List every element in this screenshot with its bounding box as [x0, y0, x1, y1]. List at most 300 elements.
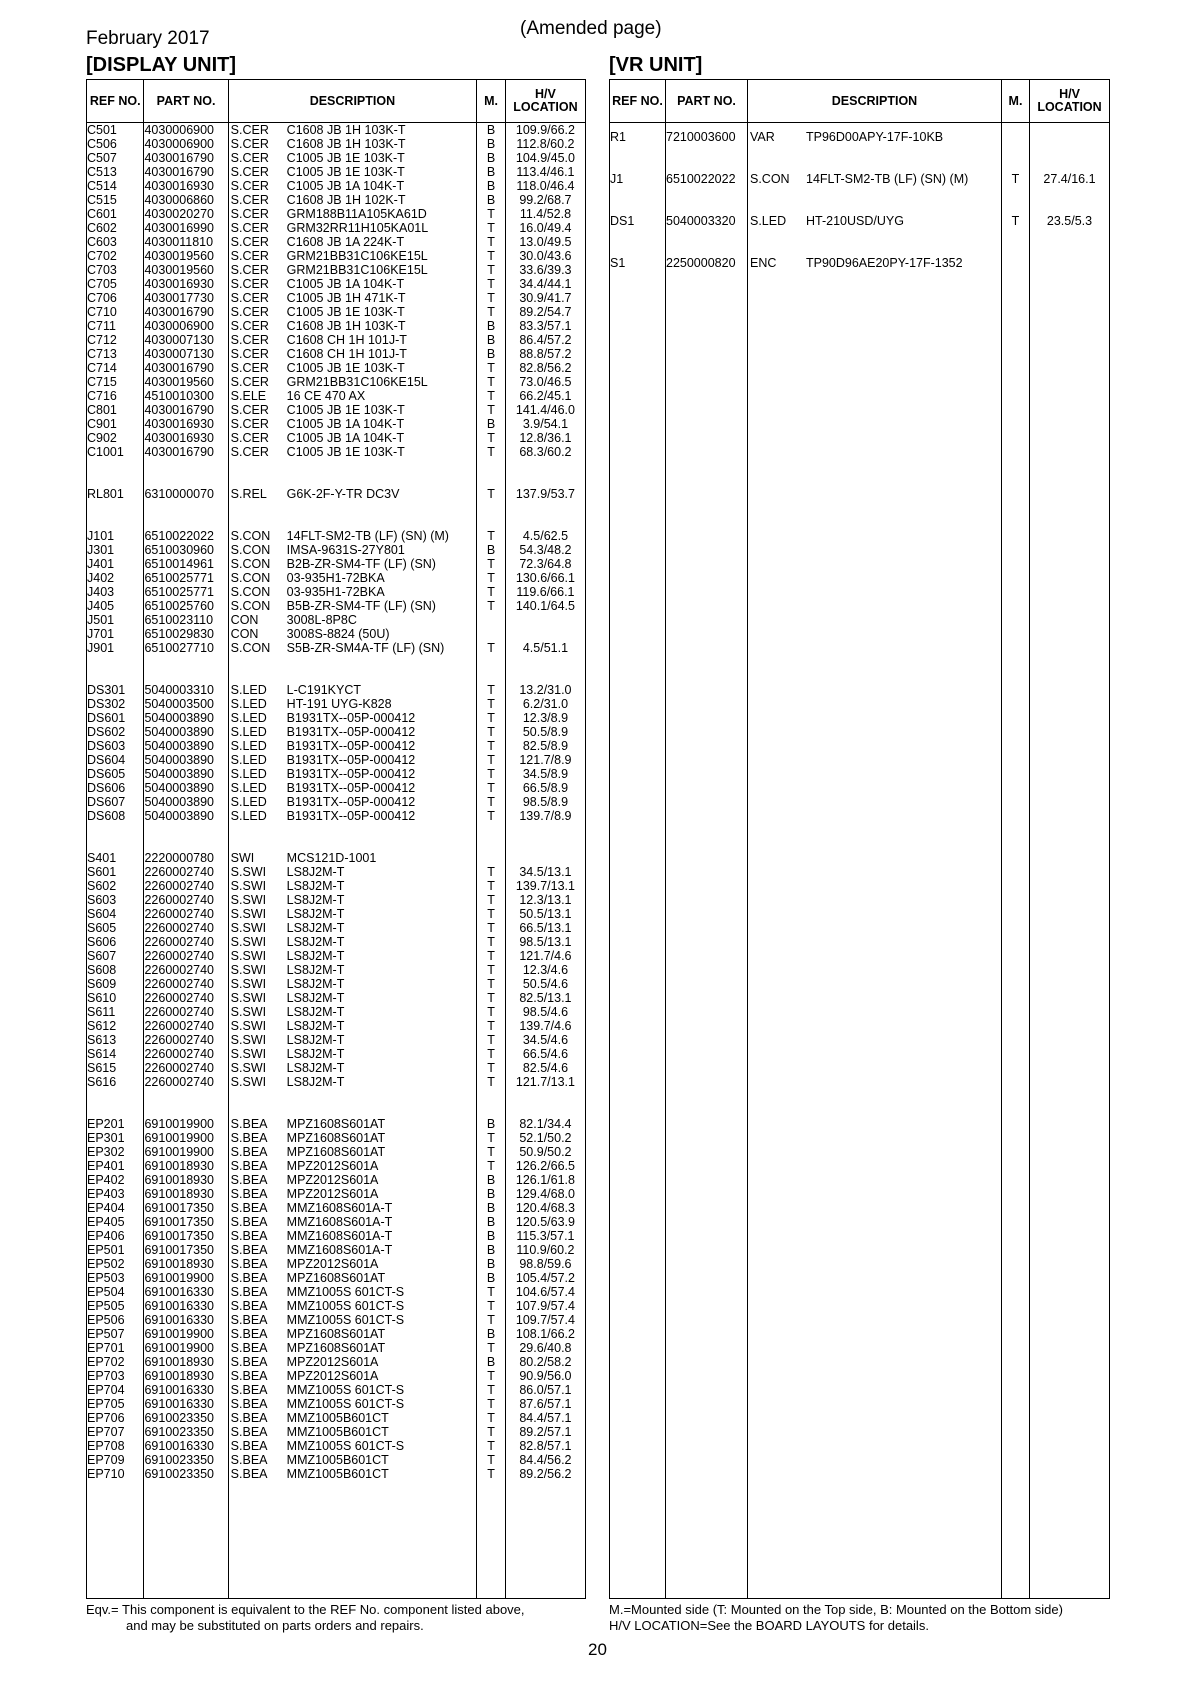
cell: C1608 JB 1H 103K-T [286, 123, 406, 137]
cell: EP701 [87, 1341, 125, 1355]
cell: C601 [87, 207, 117, 221]
cell: S.SWI [230, 1061, 267, 1075]
cell: LS8J2M-T [286, 879, 345, 893]
group-spacer [231, 501, 285, 529]
cell: 4510010300 [144, 389, 215, 403]
page-number: 20 [588, 1640, 607, 1659]
vr-col-ref [610, 123, 666, 1599]
mounted-side-note: M.=Mounted side (T: Mounted on the Top side, B: Mounted on the Bottom side) [609, 1602, 1063, 1617]
cell: S.BEA [230, 1467, 268, 1481]
cell: 4030017730 [144, 291, 215, 305]
cell: 12.3/4.6 [522, 963, 569, 977]
cell: 120.5/63.9 [515, 1215, 575, 1229]
cell: 4030016790 [144, 165, 215, 179]
cell: C1005 JB 1E 103K-T [286, 445, 405, 459]
cell: B1931TX--05P-000412 [286, 711, 416, 725]
cell: C901 [87, 417, 117, 431]
cell: 6510025771 [144, 585, 215, 599]
cell: 4030019560 [144, 263, 215, 277]
cell [1030, 123, 1109, 165]
cell: 29.6/40.8 [519, 1341, 572, 1355]
cell: 66.2/45.1 [519, 389, 572, 403]
cell: 6910017350 [144, 1243, 215, 1257]
cell: S.LED [230, 767, 267, 781]
cell: T [487, 1369, 495, 1383]
cell: 4030007130 [144, 333, 215, 347]
cell: 2260002740 [144, 963, 215, 977]
cell: S.SWI [230, 1033, 267, 1047]
cell: DS605 [87, 767, 126, 781]
cell: S.BEA [230, 1131, 268, 1145]
cell: LS8J2M-T [286, 963, 345, 977]
cell: EP710 [87, 1467, 125, 1481]
cell: 72.3/64.8 [519, 557, 572, 571]
cell: T [487, 781, 495, 795]
cell: 6510027710 [144, 641, 215, 655]
cell: LS8J2M-T [286, 1047, 345, 1061]
cell: S615 [87, 1061, 117, 1075]
cell: S.SWI [230, 935, 267, 949]
cell: EP706 [87, 1411, 125, 1425]
cell: T [487, 767, 495, 781]
cell: 6910016330 [144, 1383, 215, 1397]
cell: J301 [87, 543, 115, 557]
cell: B [486, 333, 496, 347]
cell: T [487, 585, 495, 599]
cell: 5040003890 [144, 795, 215, 809]
cell: S.CER [230, 137, 269, 151]
cell: B [486, 151, 496, 165]
cell: S.LED [230, 795, 267, 809]
cell: S.CER [230, 193, 269, 207]
cell: 34.4/44.1 [519, 277, 572, 291]
cell: 104.6/57.4 [515, 1285, 575, 1299]
cell: S.CER [230, 305, 269, 319]
group-spacer [144, 501, 227, 529]
cell: EP704 [87, 1383, 125, 1397]
cell: ENC [750, 256, 777, 270]
cell: 6510022022 [144, 529, 215, 543]
cell: 4030016790 [144, 445, 215, 459]
cell: 83.3/57.1 [519, 319, 572, 333]
cell: B [486, 137, 496, 151]
cell: T [487, 1439, 495, 1453]
cell: 6910016330 [144, 1285, 215, 1299]
cell: T [487, 711, 495, 725]
cell: 126.1/61.8 [515, 1173, 575, 1187]
cell: EP502 [87, 1257, 125, 1271]
cell: S.CER [230, 403, 269, 417]
cell: B [486, 1229, 496, 1243]
cell: 130.6/66.1 [515, 571, 575, 585]
cell: T [487, 1159, 495, 1173]
cell: S.CON [230, 641, 271, 655]
cell: S.LED [230, 697, 267, 711]
cell: 109.7/57.4 [515, 1313, 575, 1327]
cell: 82.5/4.6 [522, 1061, 569, 1075]
cell: T [487, 277, 495, 291]
cell: C1608 JB 1H 102K-T [286, 193, 406, 207]
cell: 98.5/13.1 [519, 935, 572, 949]
cell: C1608 JB 1H 103K-T [286, 319, 406, 333]
display-unit-table [86, 79, 586, 1599]
cell: DS608 [87, 809, 126, 823]
cell: T [487, 249, 495, 263]
col-part-header: PART NO. [144, 80, 228, 123]
cell: 68.3/60.2 [519, 445, 572, 459]
cell: MMZ1608S601A-T [286, 1201, 393, 1215]
cell: S.BEA [230, 1173, 268, 1187]
cell: 82.8/56.2 [519, 361, 572, 375]
cell: C714 [87, 361, 117, 375]
cell [1030, 249, 1109, 291]
vr-col-desc-header: DESCRIPTION [748, 80, 1002, 123]
cell: S.BEA [230, 1453, 268, 1467]
group-spacer [477, 1089, 505, 1117]
cell: S.BEA [230, 1201, 268, 1215]
cell: S.BEA [230, 1425, 268, 1439]
cell [506, 627, 585, 641]
cell: 82.5/8.9 [522, 739, 569, 753]
cell: 4030019560 [144, 249, 215, 263]
group-spacer [506, 655, 585, 683]
cell: T [487, 1341, 495, 1355]
cell: S614 [87, 1047, 117, 1061]
cell: S608 [87, 963, 117, 977]
group-spacer [287, 459, 476, 487]
cell: C1005 JB 1A 104K-T [286, 431, 405, 445]
cell: 4030016790 [144, 403, 215, 417]
cell: MMZ1005S 601CT-S [286, 1285, 405, 1299]
cell: T [487, 1075, 495, 1089]
cell: T [487, 1453, 495, 1467]
cell: T [1011, 214, 1020, 228]
cell: B5B-ZR-SM4-TF (LF) (SN) [286, 599, 436, 613]
cell: 6.2/31.0 [522, 697, 569, 711]
cell: MMZ1005S 601CT-S [286, 1299, 405, 1313]
cell: 82.1/34.4 [519, 1117, 572, 1131]
cell: 6510014961 [144, 557, 215, 571]
cell: 5040003320 [666, 214, 736, 228]
cell: 66.5/13.1 [519, 921, 572, 935]
cell: B1931TX--05P-000412 [286, 809, 416, 823]
cell: S.BEA [230, 1397, 268, 1411]
cell: 6910017350 [144, 1201, 215, 1215]
cell: C703 [87, 263, 117, 277]
cell: S.CER [230, 151, 269, 165]
cell: EP504 [87, 1285, 125, 1299]
cell: 2260002740 [144, 977, 215, 991]
cell [477, 851, 505, 865]
cell: 50.9/50.2 [519, 1145, 572, 1159]
cell: C902 [87, 431, 117, 445]
cell: 50.5/13.1 [519, 907, 572, 921]
cell: DS301 [87, 683, 126, 697]
cell: S1 [610, 256, 626, 270]
cell: 2260002740 [144, 921, 215, 935]
cell: B [486, 1187, 496, 1201]
cell: S.BEA [230, 1215, 268, 1229]
cell: EP506 [87, 1313, 125, 1327]
cell: S.BEA [230, 1285, 268, 1299]
cell: LS8J2M-T [286, 1019, 345, 1033]
cell: C1608 JB 1A 224K-T [286, 235, 405, 249]
cell: S.BEA [230, 1145, 268, 1159]
cell: MMZ1005B601CT [286, 1425, 389, 1439]
cell: T [487, 949, 495, 963]
cell: DS1 [610, 214, 635, 228]
cell: S.LED [230, 739, 267, 753]
cell: B [486, 1117, 496, 1131]
vr-unit-title: [VR UNIT] [609, 54, 703, 76]
cell: S.LED [230, 725, 267, 739]
cell: 121.7/8.9 [519, 753, 572, 767]
cell: S.CER [230, 221, 269, 235]
cell: 5040003310 [144, 683, 215, 697]
cell: MPZ1608S601AT [286, 1271, 386, 1285]
cell: T [487, 697, 495, 711]
cell: MPZ2012S601A [286, 1369, 379, 1383]
cell: T [487, 795, 495, 809]
cell: J101 [87, 529, 115, 543]
cell: T [487, 809, 495, 823]
cell: S.SWI [230, 991, 267, 1005]
cell: 3008L-8P8C [286, 613, 357, 627]
cell: 14FLT-SM2-TB (LF) (SN) (M) [286, 529, 449, 543]
cell: MPZ1608S601AT [286, 1117, 386, 1131]
cell: T [1011, 172, 1020, 186]
cell: S.CER [230, 235, 269, 249]
cell: 140.1/64.5 [515, 599, 575, 613]
cell: B [486, 1327, 496, 1341]
cell: S.SWI [230, 963, 267, 977]
cell: S.SWI [230, 1005, 267, 1019]
cell: MPZ1608S601AT [286, 1341, 386, 1355]
cell: 14FLT-SM2-TB (LF) (SN) (M) [806, 172, 969, 186]
cell: 126.2/66.5 [515, 1159, 575, 1173]
cell: 2250000820 [666, 256, 736, 270]
cell: T [487, 529, 495, 543]
cell: S607 [87, 949, 117, 963]
cell: B [486, 1257, 496, 1271]
group-spacer [287, 1089, 476, 1117]
cell: MMZ1005S 601CT-S [286, 1383, 405, 1397]
cell: C1608 CH 1H 101J-T [286, 347, 407, 361]
cell: J405 [87, 599, 115, 613]
cell: 82.8/57.1 [519, 1439, 572, 1453]
cell: T [487, 431, 495, 445]
cell [477, 613, 505, 627]
cell: B [486, 123, 496, 137]
cell: MMZ1005S 601CT-S [286, 1397, 405, 1411]
cell: EP403 [87, 1187, 125, 1201]
cell: C711 [87, 319, 116, 333]
cell: EP507 [87, 1327, 125, 1341]
cell: EP503 [87, 1271, 125, 1285]
cell: 4.5/62.5 [522, 529, 569, 543]
cell: 6910019900 [144, 1131, 215, 1145]
cell: C713 [87, 347, 117, 361]
cell: 54.3/48.2 [519, 543, 572, 557]
eqv-note [86, 1602, 525, 1634]
cell: HT-191 UYG-K828 [286, 697, 392, 711]
cell: 121.7/13.1 [515, 1075, 575, 1089]
col-desc [228, 123, 476, 1599]
cell: T [487, 963, 495, 977]
cell: S.CER [230, 277, 269, 291]
cell: 5040003890 [144, 711, 215, 725]
cell: T [487, 739, 495, 753]
cell: S.CER [230, 291, 269, 305]
group-spacer [144, 655, 227, 683]
cell: 2260002740 [144, 1075, 215, 1089]
cell: 4030016790 [144, 151, 215, 165]
cell: 2260002740 [144, 865, 215, 879]
cell: C513 [87, 165, 117, 179]
cell: S611 [87, 1005, 116, 1019]
cell: 2260002740 [144, 949, 215, 963]
cell: T [487, 1285, 495, 1299]
cell: T [487, 725, 495, 739]
group-spacer [477, 459, 505, 487]
cell: S.BEA [230, 1383, 268, 1397]
cell: MMZ1005S 601CT-S [286, 1439, 405, 1453]
cell: S.LED [230, 683, 267, 697]
cell: 6910019900 [144, 1271, 215, 1285]
cell: T [487, 879, 495, 893]
cell: B1931TX--05P-000412 [286, 781, 416, 795]
cell: EP302 [87, 1145, 125, 1159]
cell: L-C191KYCT [286, 683, 362, 697]
cell: S.CER [230, 375, 269, 389]
group-spacer [506, 459, 585, 487]
cell: T [487, 291, 495, 305]
cell: EP406 [87, 1229, 125, 1243]
cell: 2220000780 [144, 851, 215, 865]
cell: S.BEA [230, 1257, 268, 1271]
cell: S.BEA [230, 1369, 268, 1383]
cell: C1005 JB 1E 103K-T [286, 361, 405, 375]
cell: C515 [87, 193, 117, 207]
cell: B [486, 193, 496, 207]
eqv-line-1: Eqv.= This component is equivalent to the REF No. component listed above, [86, 1602, 525, 1617]
cell: HT-210USD/UYG [806, 214, 904, 228]
cell: S.BEA [230, 1187, 268, 1201]
cell: T [487, 1383, 495, 1397]
cell: 141.4/46.0 [515, 403, 575, 417]
cell: S604 [87, 907, 117, 921]
cell: 121.7/4.6 [519, 949, 572, 963]
col-ref [87, 123, 144, 1599]
cell: J501 [87, 613, 115, 627]
cell: 4030016930 [144, 417, 215, 431]
cell: B1931TX--05P-000412 [286, 767, 416, 781]
cell: EP501 [87, 1243, 125, 1257]
cell: 6510025760 [144, 599, 215, 613]
cell: 90.9/56.0 [519, 1369, 572, 1383]
group-spacer [87, 501, 143, 529]
cell: S.SWI [230, 1075, 267, 1089]
cell: S.LED [230, 781, 267, 795]
cell: 98.5/8.9 [522, 795, 569, 809]
cell: MPZ1608S601AT [286, 1131, 386, 1145]
cell: S.CER [230, 179, 269, 193]
group-spacer [477, 823, 505, 851]
cell: IMSA-9631S-27Y801 [286, 543, 405, 557]
cell: C506 [87, 137, 117, 151]
cell: J901 [87, 641, 115, 655]
cell: T [487, 1033, 495, 1047]
cell: S.SWI [230, 865, 267, 879]
cell: C710 [87, 305, 117, 319]
cell: 88.8/57.2 [519, 347, 572, 361]
cell: B [486, 319, 496, 333]
cell: T [487, 235, 495, 249]
cell: C1005 JB 1E 103K-T [286, 403, 405, 417]
cell: S5B-ZR-SM4A-TF (LF) (SN) [286, 641, 445, 655]
cell: T [487, 1145, 495, 1159]
cell: 107.9/57.4 [515, 1299, 575, 1313]
cell: C1608 CH 1H 101J-T [286, 333, 407, 347]
cell: 27.4/16.1 [1043, 172, 1096, 186]
cell: S.SWI [230, 907, 267, 921]
cell: S.SWI [230, 1047, 267, 1061]
group-spacer [231, 655, 285, 683]
cell: S.BEA [230, 1271, 268, 1285]
col-part [144, 123, 228, 1599]
cell: 2260002740 [144, 935, 215, 949]
cell: 6310000070 [144, 487, 215, 501]
cell: J402 [87, 571, 115, 585]
group-spacer [477, 655, 505, 683]
cell: 4030016930 [144, 431, 215, 445]
cell: S612 [87, 1019, 117, 1033]
cell: GRM21BB31C106KE15L [286, 263, 428, 277]
cell: 6510023110 [144, 613, 214, 627]
cell: 98.8/59.6 [519, 1257, 572, 1271]
cell: EP708 [87, 1439, 125, 1453]
cell: 6910019900 [144, 1145, 215, 1159]
cell: 2260002740 [144, 907, 215, 921]
cell: 7210003600 [666, 130, 736, 144]
cell: 73.0/46.5 [519, 375, 572, 389]
cell: S.BEA [230, 1355, 268, 1369]
cell: 4030016930 [144, 179, 215, 193]
cell: B [486, 1215, 496, 1229]
cell: S.SWI [230, 949, 267, 963]
cell: S.LED [750, 214, 787, 228]
cell: C702 [87, 249, 117, 263]
display-unit-title: [DISPLAY UNIT] [86, 54, 237, 76]
cell: EP404 [87, 1201, 125, 1215]
cell: S.REL [230, 487, 267, 501]
cell: 5040003890 [144, 753, 215, 767]
cell: S610 [87, 991, 117, 1005]
cell: B1931TX--05P-000412 [286, 739, 416, 753]
cell: 139.7/13.1 [515, 879, 575, 893]
cell: 86.4/57.2 [519, 333, 572, 347]
cell: 6910018930 [144, 1257, 215, 1271]
cell: B [486, 1201, 496, 1215]
legend-note [609, 1602, 1063, 1634]
cell: S603 [87, 893, 117, 907]
cell: CON [230, 627, 259, 641]
cell: MMZ1608S601A-T [286, 1215, 393, 1229]
cell: S.CON [230, 585, 271, 599]
cell: LS8J2M-T [286, 865, 345, 879]
cell: T [487, 1299, 495, 1313]
cell: S606 [87, 935, 117, 949]
